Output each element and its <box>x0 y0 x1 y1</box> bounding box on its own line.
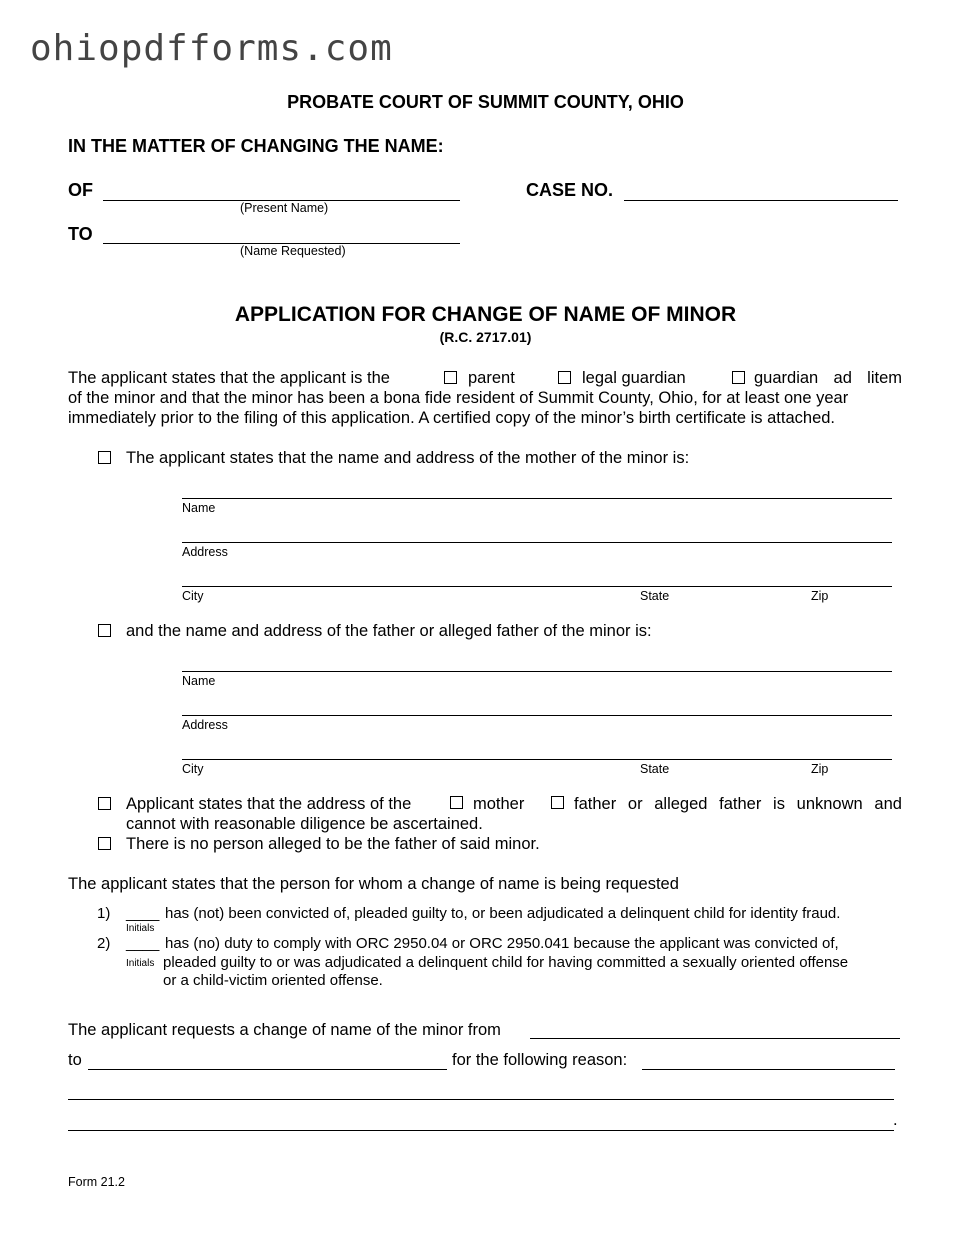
unknown-word: father <box>574 795 617 813</box>
item-2-initials-label: Initials <box>126 958 155 969</box>
unknown-word: alleged <box>654 795 708 813</box>
father-city-label: City <box>182 762 204 776</box>
father-address-field[interactable] <box>182 715 892 716</box>
item-1-text: has (not) been convicted of, pleaded guilty to, or been adjudicated a delinquent child for identity fraud. <box>165 905 841 922</box>
no-father-checkbox[interactable] <box>98 837 111 850</box>
unknown-mother-checkbox[interactable] <box>450 796 463 809</box>
mother-name-field[interactable] <box>182 498 892 499</box>
no-father-statement: There is no person alleged to be the father of said minor. <box>126 835 540 853</box>
request-to-field[interactable] <box>88 1069 447 1070</box>
mother-address-label: Address <box>182 545 228 559</box>
legal-guardian-checkbox[interactable] <box>558 371 571 384</box>
parent-checkbox[interactable] <box>444 371 457 384</box>
court-name: PROBATE COURT OF SUMMIT COUNTY, OHIO <box>287 92 684 112</box>
item-2-initials-field[interactable]: ____ <box>126 935 160 952</box>
reason-period: . <box>893 1111 898 1129</box>
present-name-caption: (Present Name) <box>240 201 329 215</box>
reason-field-3[interactable] <box>68 1130 894 1131</box>
case-number-field[interactable] <box>624 200 898 201</box>
request-reason-text: for the following reason: <box>452 1051 628 1069</box>
unknown-word: and <box>874 795 902 813</box>
request-to-text: to <box>68 1051 82 1069</box>
mother-city-state-zip-field[interactable] <box>182 586 892 587</box>
of-label: OF <box>68 180 93 200</box>
unknown-father-checkbox[interactable] <box>551 796 564 809</box>
form-subtitle: (R.C. 2717.01) <box>439 329 532 345</box>
item-2-number: 2) <box>97 935 111 952</box>
item-2-text: has (no) duty to comply with ORC 2950.04 or ORC 2950.041 because the applicant was convicted of, <box>165 935 839 952</box>
form-number: Form 21.2 <box>68 1175 125 1189</box>
father-city-state-zip-field[interactable] <box>182 759 892 760</box>
unknown-word: father <box>719 795 762 813</box>
mother-state-label: State <box>640 589 670 603</box>
unknown-word: is <box>773 795 785 813</box>
person-statement: The applicant states that the person for whom a change of name is being requested <box>68 875 679 893</box>
request-from-text: The applicant requests a change of name of the minor from <box>68 1021 501 1039</box>
watermark-logo: ohiopdfforms.com <box>30 28 393 69</box>
gal-word: litem <box>867 369 902 387</box>
unknown-intro: Applicant states that the address of the <box>126 795 412 813</box>
applicant-line-3: immediately prior to the filing of this application. A certified copy of the minor’s birth certificate is attached. <box>68 409 836 427</box>
item-1-number: 1) <box>97 905 111 922</box>
item-2-line-2: pleaded guilty to or was adjudicated a delinquent child for having committed a sexually oriented offense <box>163 954 849 971</box>
mother-address-checkbox[interactable] <box>98 451 111 464</box>
item-1-initials-label: Initials <box>126 923 155 934</box>
mother-statement: The applicant states that the name and address of the mother of the minor is: <box>126 449 690 467</box>
request-from-field[interactable] <box>530 1038 900 1039</box>
item-1-initials-field[interactable]: ____ <box>126 905 160 922</box>
name-requested-caption: (Name Requested) <box>240 244 346 258</box>
guardian-ad-litem-label <box>754 369 902 388</box>
father-address-checkbox[interactable] <box>98 624 111 637</box>
gal-word: ad <box>833 369 852 387</box>
unknown-word: or <box>627 795 643 813</box>
unknown-address-checkbox[interactable] <box>98 797 111 810</box>
mother-address-field[interactable] <box>182 542 892 543</box>
reason-field-2[interactable] <box>68 1099 894 1100</box>
father-name-field[interactable] <box>182 671 892 672</box>
reason-field-1[interactable] <box>642 1069 895 1070</box>
gal-word: guardian <box>754 369 819 387</box>
father-state-label: State <box>640 762 670 776</box>
legal-guardian-label: legal guardian <box>582 369 686 387</box>
applicant-line-2: of the minor and that the minor has been a bona fide resident of Summit County, Ohio, for at least one year <box>68 389 849 407</box>
unknown-mother-label: mother <box>473 795 525 813</box>
guardian-ad-litem-checkbox[interactable] <box>732 371 745 384</box>
father-zip-label: Zip <box>811 762 829 776</box>
mother-zip-label: Zip <box>811 589 829 603</box>
mother-city-label: City <box>182 589 204 603</box>
to-label: TO <box>68 224 93 244</box>
parent-label: parent <box>468 369 515 387</box>
father-address-label: Address <box>182 718 228 732</box>
applicant-intro: The applicant states that the applicant is the <box>68 369 390 387</box>
item-2-line-3: or a child-victim oriented offense. <box>163 972 383 989</box>
unknown-word: unknown <box>796 795 863 813</box>
father-statement: and the name and address of the father or alleged father of the minor is: <box>126 622 652 640</box>
mother-name-label: Name <box>182 501 216 515</box>
unknown-father-label <box>574 795 902 814</box>
matter-heading: IN THE MATTER OF CHANGING THE NAME: <box>68 136 444 156</box>
unknown-line-2: cannot with reasonable diligence be ascertained. <box>126 815 483 833</box>
case-no-label: CASE NO. <box>526 180 614 200</box>
form-title: APPLICATION FOR CHANGE OF NAME OF MINOR <box>234 303 737 326</box>
father-name-label: Name <box>182 674 216 688</box>
